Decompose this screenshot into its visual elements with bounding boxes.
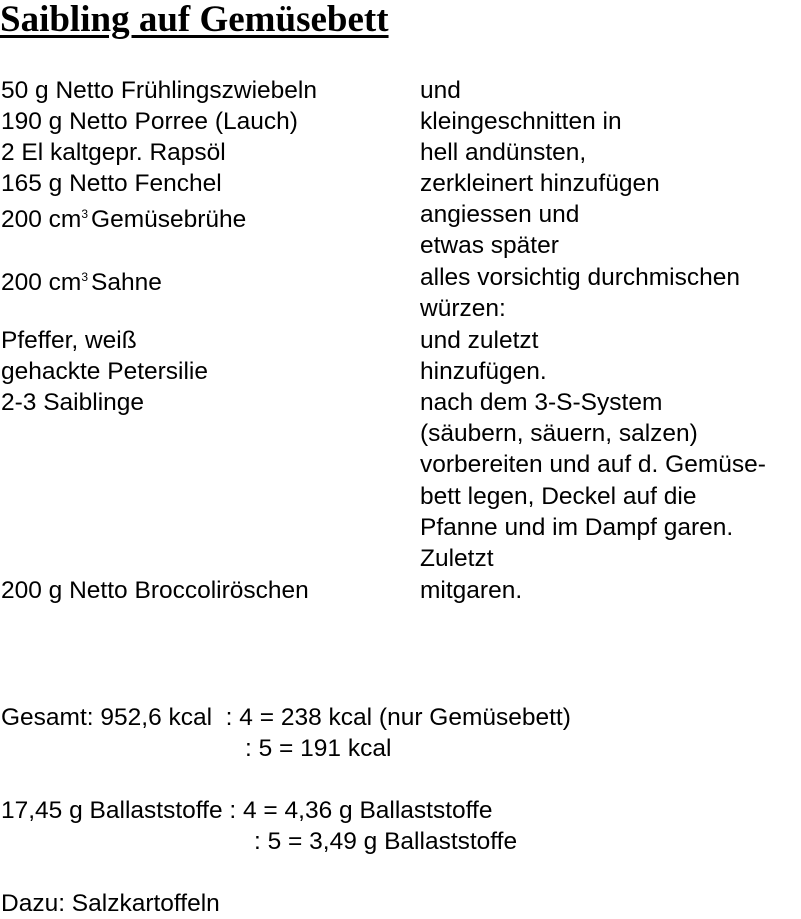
instruction-text: hinzufügen. bbox=[420, 358, 547, 385]
ingredient-text: 165 g Netto Fenchel bbox=[1, 170, 222, 197]
table-row bbox=[0, 262, 801, 296]
instruction-text: (säubern, säuern, salzen) bbox=[420, 420, 698, 447]
calorie-total-line: Gesamt: 952,6 kcal : 4 = 238 kcal (nur Gemüsebett) bbox=[1, 704, 571, 731]
ingredient-text: Pfeffer, weiß bbox=[1, 327, 137, 354]
instruction-text: und zuletzt bbox=[420, 327, 539, 354]
table-row bbox=[0, 543, 801, 574]
ingredient-text: 200 g Netto Broccoliröschen bbox=[1, 577, 309, 604]
ingredient-amount: 200 cm bbox=[1, 206, 82, 233]
table-row bbox=[0, 418, 801, 449]
instruction-text: würzen: bbox=[420, 295, 506, 322]
ingredient-name: Gemüsebrühe bbox=[91, 206, 247, 233]
table-row bbox=[0, 199, 801, 233]
ingredient-name: Sahne bbox=[91, 269, 162, 296]
table-row bbox=[0, 356, 801, 387]
instruction-text: kleingeschnitten in bbox=[420, 108, 622, 135]
ingredient-text: 190 g Netto Porree (Lauch) bbox=[1, 108, 298, 135]
calorie-per-5-line: : 5 = 191 kcal bbox=[245, 735, 392, 762]
instruction-text: bett legen, Deckel auf die bbox=[420, 483, 697, 510]
table-row bbox=[0, 481, 801, 512]
ingredient-text: 2 El kaltgepr. Rapsöl bbox=[1, 139, 226, 166]
table-row bbox=[0, 387, 801, 418]
ingredient-amount: 200 cm bbox=[1, 269, 82, 296]
table-row bbox=[0, 293, 801, 324]
instruction-text: alles vorsichtig durchmischen bbox=[420, 264, 740, 291]
instruction-text: nach dem 3-S-System bbox=[420, 389, 663, 416]
instruction-text: Zuletzt bbox=[420, 545, 494, 572]
side-dish-line: Dazu: Salzkartoffeln bbox=[1, 890, 220, 917]
table-row bbox=[0, 106, 801, 137]
instruction-text: mitgaren. bbox=[420, 577, 523, 604]
instruction-text: vorbereiten und auf d. Gemüse- bbox=[420, 451, 766, 478]
instruction-text: und bbox=[420, 77, 461, 104]
table-row bbox=[0, 449, 801, 480]
table-row bbox=[0, 75, 801, 106]
table-row bbox=[0, 137, 801, 168]
unit-superscript: 3 bbox=[81, 270, 89, 284]
table-row bbox=[0, 325, 801, 356]
fiber-total-line: 17,45 g Ballaststoffe : 4 = 4,36 g Ballaststoffe bbox=[1, 797, 493, 824]
instruction-text: hell andünsten, bbox=[420, 139, 587, 166]
table-row bbox=[0, 512, 801, 543]
table-row bbox=[0, 575, 801, 606]
fiber-per-5-line: : 5 = 3,49 g Ballaststoffe bbox=[254, 828, 518, 855]
ingredient-text: 50 g Netto Frühlingszwiebeln bbox=[1, 77, 317, 104]
unit-superscript: 3 bbox=[81, 207, 89, 221]
ingredient-text: 2-3 Saiblinge bbox=[1, 389, 145, 416]
table-row bbox=[0, 230, 801, 261]
instruction-text: zerkleinert hinzufügen bbox=[420, 170, 660, 197]
table-row bbox=[0, 168, 801, 199]
instruction-text: etwas später bbox=[420, 232, 559, 259]
instruction-text: Pfanne und im Dampf garen. bbox=[420, 514, 734, 541]
ingredient-text: gehackte Petersilie bbox=[1, 358, 209, 385]
instruction-text: angiessen und bbox=[420, 201, 580, 228]
recipe-title: Saibling auf Gemüsebett bbox=[0, 0, 389, 40]
